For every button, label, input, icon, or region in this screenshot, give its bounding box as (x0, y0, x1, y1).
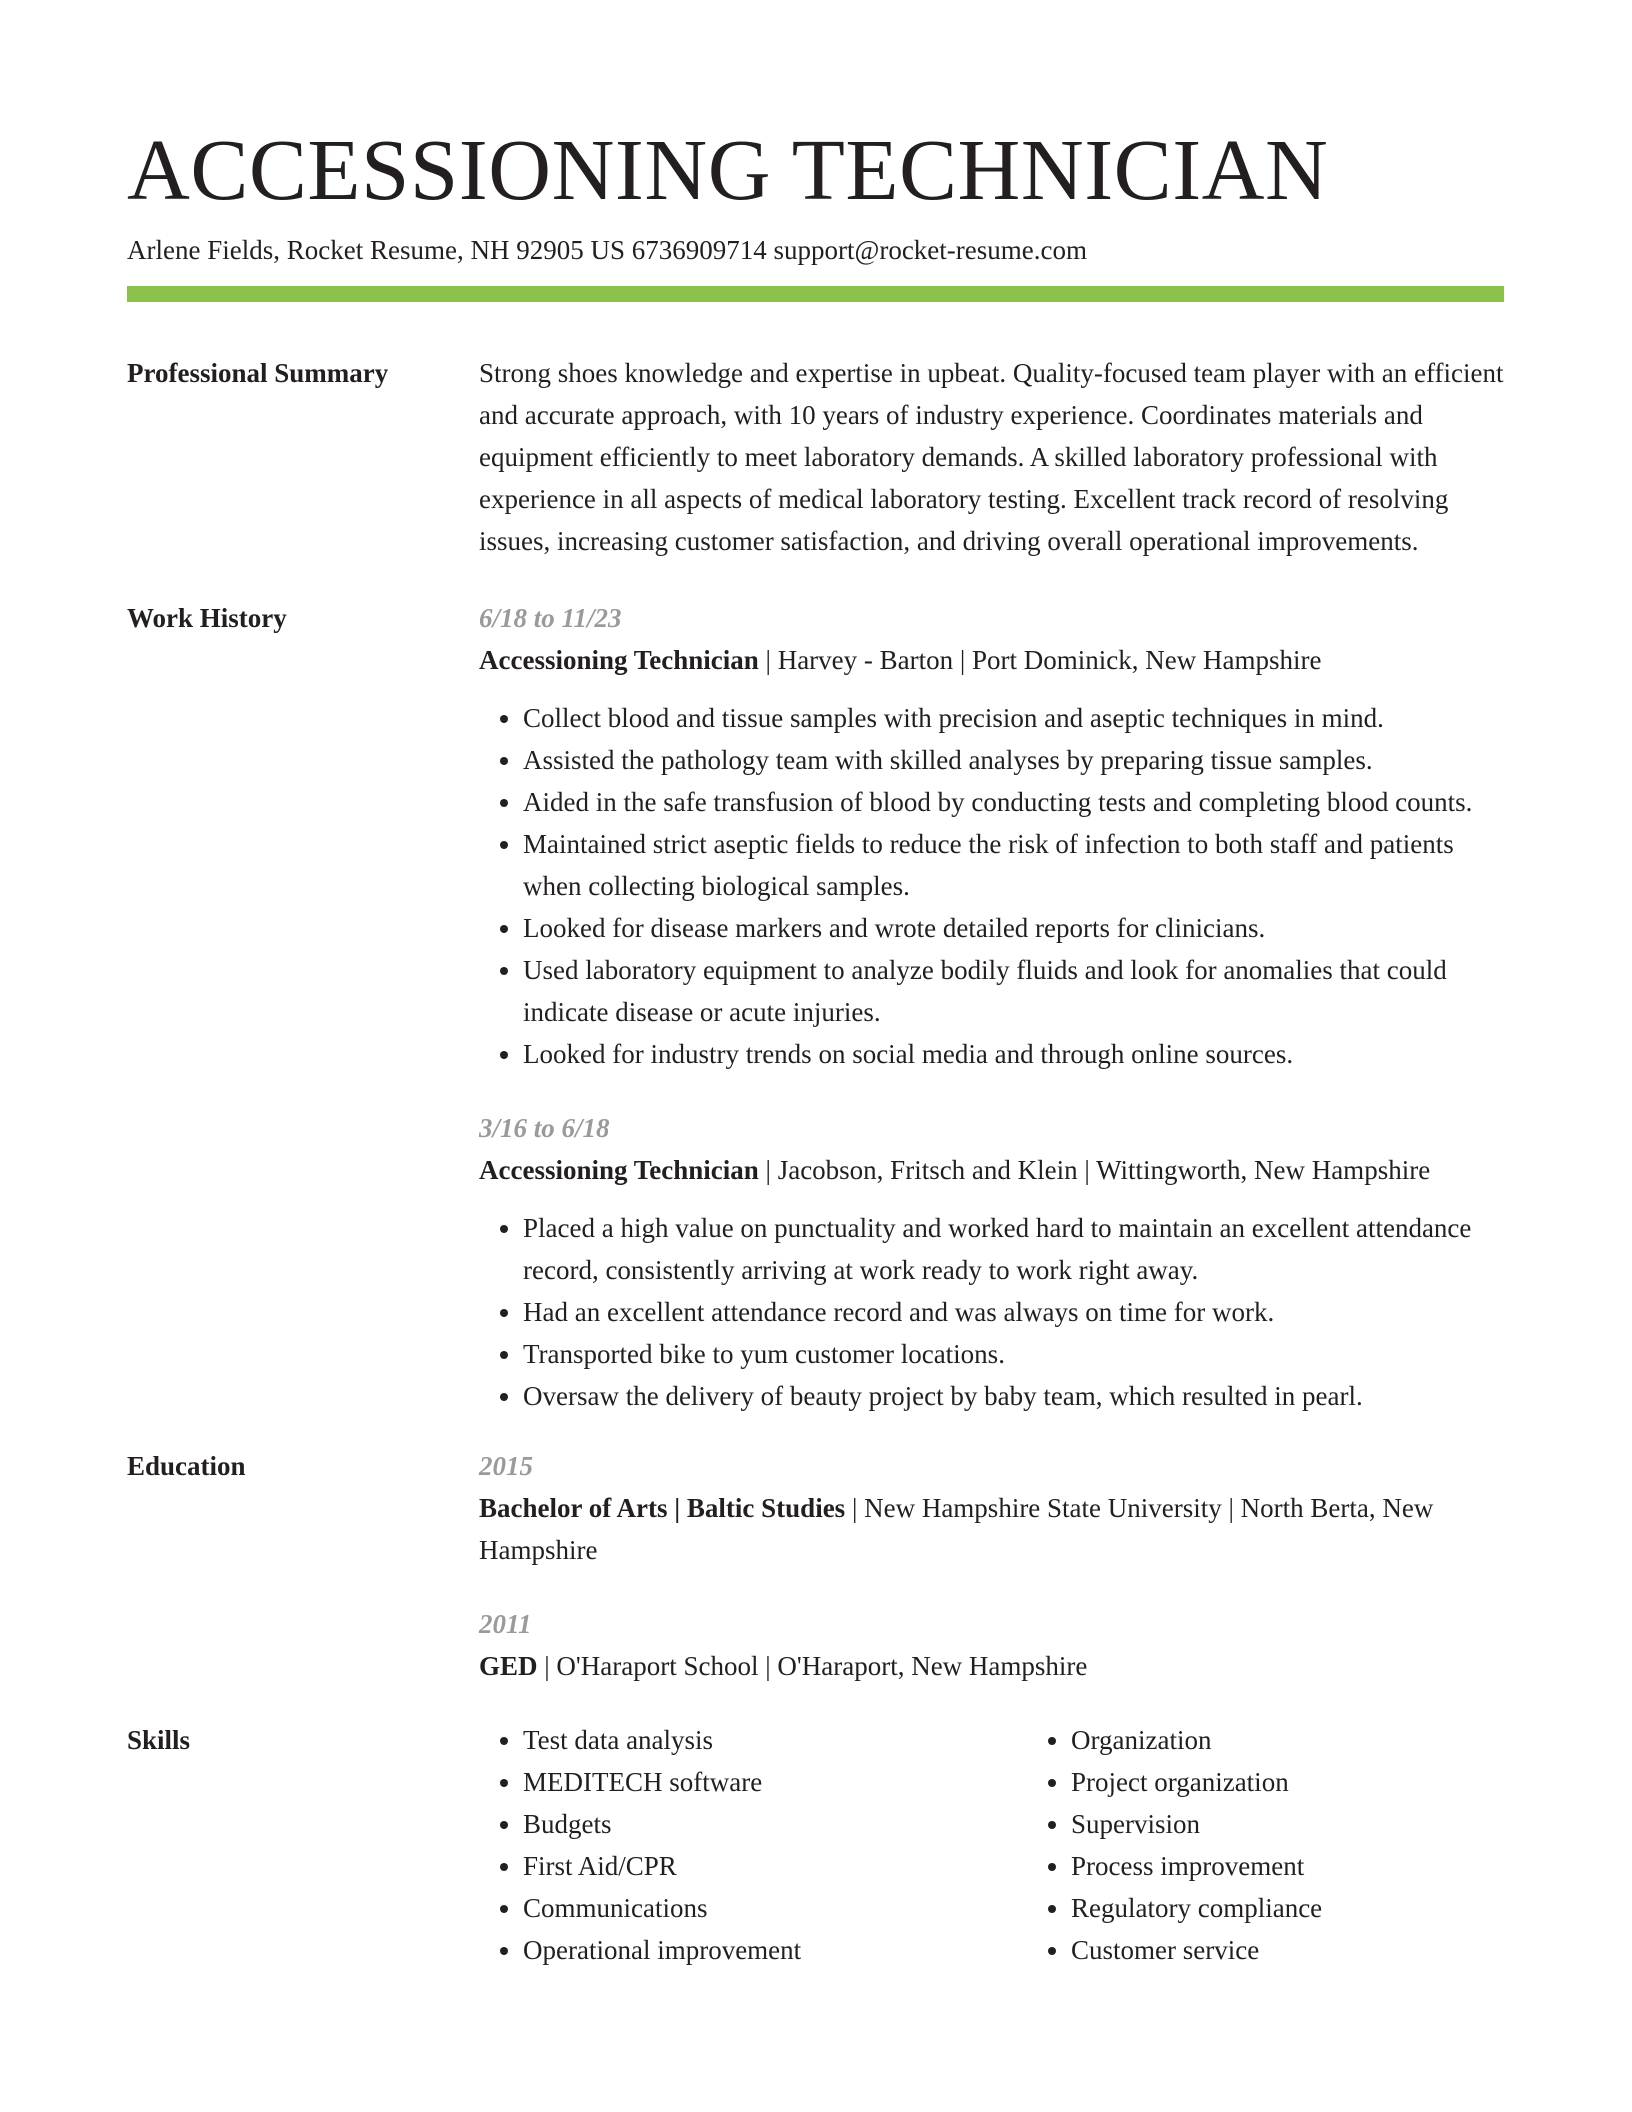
degree-year: 2011 (479, 1609, 532, 1639)
degree-line (479, 1487, 1504, 1571)
section-label-education: Education (127, 1451, 246, 1481)
job-title: Accessioning Technician (479, 1155, 759, 1185)
skills-section (127, 1719, 1504, 1971)
contact-company: Rocket Resume, (286, 235, 464, 265)
degree-title: GED (479, 1651, 538, 1681)
contact-email[interactable]: support@rocket-resume.com (773, 235, 1087, 265)
list-item: • Supervision (1071, 1803, 1531, 1845)
job-role-line (479, 639, 1504, 681)
list-item: • Test data analysis (523, 1719, 983, 1761)
job-entry (479, 1107, 1504, 1417)
education-body (479, 1445, 1504, 1687)
job-title: Accessioning Technician (479, 645, 759, 675)
contact-phone: 6736909714 (631, 235, 767, 265)
list-item: • MEDITECH software (523, 1761, 983, 1803)
degree-year: 2015 (479, 1451, 533, 1481)
list-item: • Transported bike to yum customer locations. (523, 1333, 1504, 1375)
summary-text: Strong shoes knowledge and expertise in upbeat. Quality-focused team player with an efficient and accurate approach, with 10 years of industry experience. Coordinates materials and equipment efficiently to meet laboratory demands. A skilled laboratory professional with experience in all aspects of medical laboratory testing. Excellent track record of resolving issues, increasing customer satisfaction, and driving overall operational improvements. (479, 358, 1504, 556)
list-item: • Regulatory compliance (1071, 1887, 1531, 1929)
job-dates: 6/18 to 11/23 (479, 603, 622, 633)
list-item: • Used laboratory equipment to analyze bodily fluids and look for anomalies that could indicate disease or acute injuries. (523, 949, 1504, 1033)
list-item: • Placed a high value on punctuality and worked hard to maintain an excellent attendance record, consistently arriving at work ready to work right away. (523, 1207, 1504, 1291)
summary-section (127, 352, 1504, 562)
section-label-summary: Professional Summary (127, 358, 389, 388)
contact-name: Arlene Fields, (127, 235, 280, 265)
work-history-section (127, 597, 1504, 1417)
job-bullets (479, 1207, 1504, 1417)
education-section (127, 1445, 1504, 1687)
list-item: • Aided in the safe transfusion of blood by conducting tests and completing blood counts. (523, 781, 1504, 823)
skills-column-2 (1027, 1719, 1531, 1971)
degree-entry (479, 1445, 1504, 1571)
list-item: • Maintained strict aseptic fields to reduce the risk of infection to both staff and patients when collecting biological samples. (523, 823, 1504, 907)
section-label-skills: Skills (127, 1725, 191, 1755)
accent-divider (127, 286, 1504, 302)
resume-page (127, 118, 1504, 1971)
job-role-line (479, 1149, 1504, 1191)
section-label-work: Work History (127, 603, 287, 633)
skills-body (479, 1719, 1531, 1971)
work-history-body (479, 597, 1504, 1417)
list-item: • Budgets (523, 1803, 983, 1845)
degree-details: | O'Haraport School | O'Haraport, New Hampshire (537, 1651, 1088, 1681)
list-item: • Collect blood and tissue samples with precision and aseptic techniques in mind. (523, 697, 1504, 739)
list-item: • Assisted the pathology team with skilled analyses by preparing tissue samples. (523, 739, 1504, 781)
list-item: • Communications (523, 1887, 983, 1929)
list-item: • Operational improvement (523, 1929, 983, 1971)
list-item: • Looked for disease markers and wrote detailed reports for clinicians. (523, 907, 1504, 949)
degree-title: Bachelor of Arts | Baltic Studies (479, 1493, 846, 1523)
list-item: • Oversaw the delivery of beauty project by baby team, which resulted in pearl. (523, 1375, 1504, 1417)
job-entry (479, 597, 1504, 1075)
job-dates: 3/16 to 6/18 (479, 1113, 610, 1143)
list-item: • Looked for industry trends on social media and through online sources. (523, 1033, 1504, 1075)
degree-details: | New Hampshire State University | North Berta, New Hampshire (479, 1493, 1434, 1565)
job-details: | Jacobson, Fritsch and Klein | Wittingworth, New Hampshire (758, 1155, 1431, 1185)
contact-country: US (590, 235, 625, 265)
contact-line (127, 232, 1504, 268)
degree-entry (479, 1603, 1504, 1687)
list-item: • Customer service (1071, 1929, 1531, 1971)
list-item: • Organization (1071, 1719, 1531, 1761)
job-bullets (479, 697, 1504, 1075)
list-item: • Process improvement (1071, 1845, 1531, 1887)
skills-column-1 (479, 1719, 983, 1971)
list-item: • Had an excellent attendance record and was always on time for work. (523, 1291, 1504, 1333)
contact-state-zip: NH 92905 (470, 235, 584, 265)
resume-title: ACCESSIONING TECHNICIAN (127, 121, 1329, 218)
degree-line (479, 1645, 1504, 1687)
list-item: • First Aid/CPR (523, 1845, 983, 1887)
job-details: | Harvey - Barton | Port Dominick, New Hampshire (758, 645, 1322, 675)
list-item: • Project organization (1071, 1761, 1531, 1803)
